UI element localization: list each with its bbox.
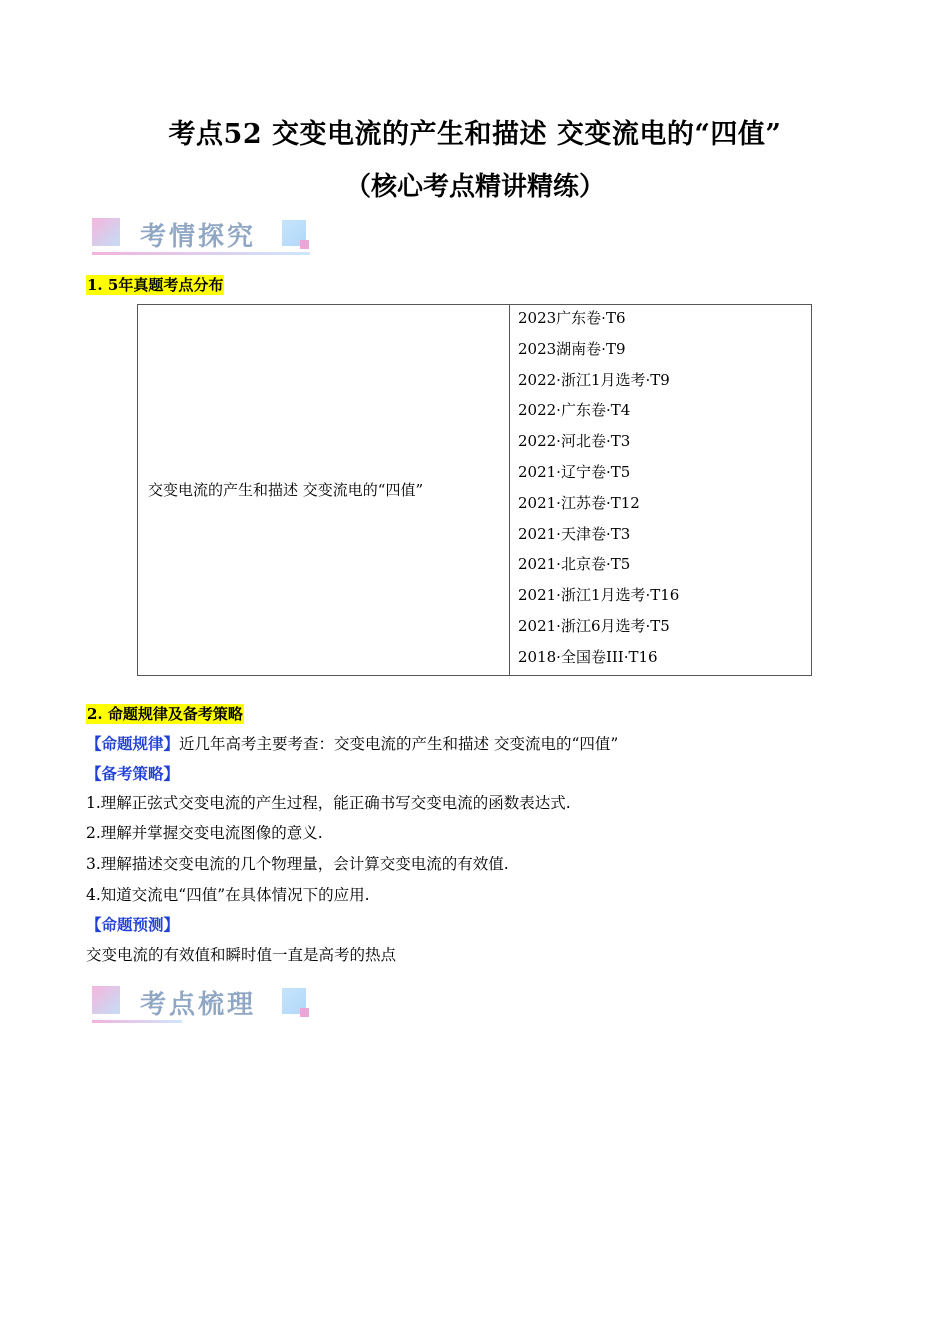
predict-tag: 【命题预测】: [86, 915, 180, 934]
strategy-item: 2.理解并掌握交变电流图像的意义.: [86, 824, 323, 842]
exam-item: 2023湖南卷·T9: [518, 339, 626, 358]
page-subtitle: （核心考点精讲精练）: [344, 172, 605, 202]
exam-list-cell: [510, 305, 812, 676]
predict-text: 交变电流的有效值和瞬时值一直是高考的热点: [86, 946, 397, 964]
banner-label: 考情探究: [140, 222, 257, 252]
banner-underline: [92, 1020, 182, 1023]
exam-item: 2018·全国卷III·T16: [518, 647, 658, 666]
exam-item: 2021·浙江1月选考·T16: [518, 586, 680, 605]
strategy-item: 4.知道交流电“四值”在具体情况下的应用.: [86, 886, 370, 904]
banner-underline: [92, 252, 310, 255]
section-banner-key-points: [88, 982, 320, 1030]
exam-item: 2021·天津卷·T3: [518, 524, 631, 543]
banner-decoration: [92, 218, 120, 246]
topic-cell: 交变电流的产生和描述 交变流电的“四值”: [138, 305, 510, 676]
exam-item: 2022·浙江1月选考·T9: [518, 370, 670, 389]
exam-distribution-table: [137, 304, 812, 676]
table-row: [138, 305, 812, 676]
exam-item: 2021·辽宁卷·T5: [518, 462, 631, 481]
rule-tag: 【命题规律】: [86, 734, 180, 753]
banner-decoration: [300, 1008, 309, 1017]
banner-label: 考点梳理: [140, 990, 257, 1020]
exam-item: 2023广东卷·T6: [518, 309, 626, 327]
section-heading-strategy: 2. 命题规律及备考策略: [87, 705, 243, 723]
page-title: 考点52 交变电流的产生和描述 交变流电的“四值”: [168, 119, 782, 150]
exam-item: 2021·江苏卷·T12: [518, 493, 640, 512]
exam-item: 2022·广东卷·T4: [518, 401, 631, 420]
strategy-item: 1.理解正弦式交变电流的产生过程，能正确书写交变电流的函数表达式.: [86, 794, 571, 812]
rule-text: 近几年高考主要考查：交变电流的产生和描述 交变流电的“四值”: [179, 735, 619, 753]
banner-decoration: [92, 986, 120, 1014]
exam-item: 2021·北京卷·T5: [518, 555, 631, 574]
strategy-tag: 【备考策略】: [86, 764, 180, 783]
exam-item: 2022·河北卷·T3: [518, 432, 631, 451]
rule-paragraph: [86, 733, 618, 755]
strategy-item: 3.理解描述交变电流的几个物理量，会计算交变电流的有效值.: [86, 855, 509, 873]
section-banner-exam-analysis: [88, 214, 320, 262]
section-heading-distribution: 1. 5年真题考点分布: [87, 276, 224, 294]
banner-decoration: [300, 240, 309, 249]
exam-item: 2021·浙江6月选考·T5: [518, 616, 670, 635]
